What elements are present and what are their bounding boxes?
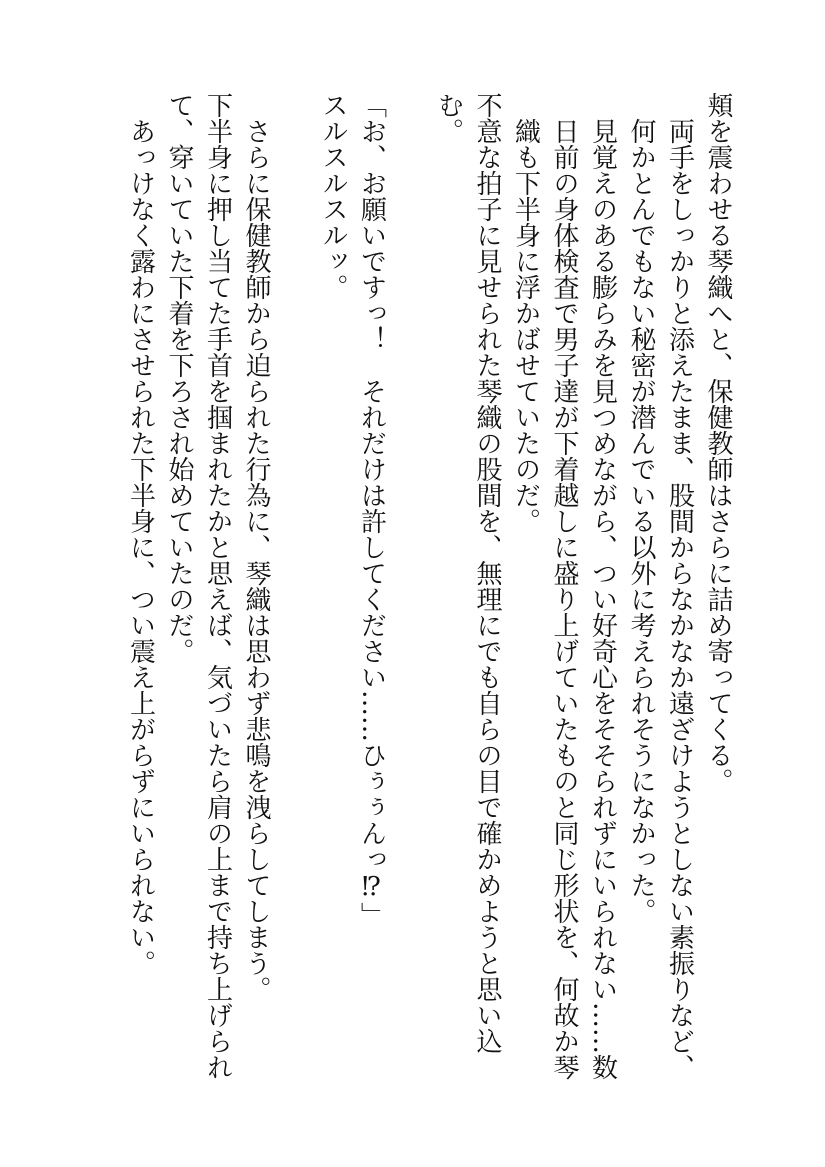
sound-effect: スルスルスルッ。 bbox=[318, 92, 348, 300]
blank-line bbox=[391, 92, 430, 1102]
paragraph-6: 下半身に押し当てた手首を掴まれたかと思えば、気づいたら肩の上まで持ち上げられて、穿いていた下着を下ろされ始めていたのだ。 bbox=[164, 92, 233, 1080]
paragraph-5: さらに保健教師から迫られた行為に、琴織は思わず悲鳴を洩らしてしまう。 bbox=[241, 118, 271, 1002]
paragraph-7: あっけなく露わにさせられた下半身に、つい震え上がらずにいられない。 bbox=[125, 118, 156, 976]
paragraph-2: 両手をしっかりと添えたまま、股間からなかなか遠ざけようとしない素振りなど、何かとんでもない秘密が潜んでいる以外に考えられそうになかった。 bbox=[626, 118, 695, 1080]
paragraph-1: 頬を震わせる琴織へと、保健教師はさらに詰め寄ってくる。 bbox=[703, 92, 733, 794]
body-text bbox=[77, 92, 737, 1102]
dialogue-line: 「お、お願いですっ！ それだけは許してください……ひぅぅんっ⁉」 bbox=[356, 92, 387, 928]
paragraph-4: 不意な拍子に見せられた琴織の股間を、無理にでも自らの目で確かめようと思い込む。 bbox=[433, 92, 502, 1054]
paragraph-3: 見覚えのある膨らみを見つめながら、つい好奇心をそそられずにいられない……数日前の身体検査で男子達が下着越しに盛り上げていたものと同じ形状を、何故か琴織も下半身に浮かばせていたのだ。 bbox=[510, 118, 618, 1080]
blank-line bbox=[275, 92, 314, 1102]
